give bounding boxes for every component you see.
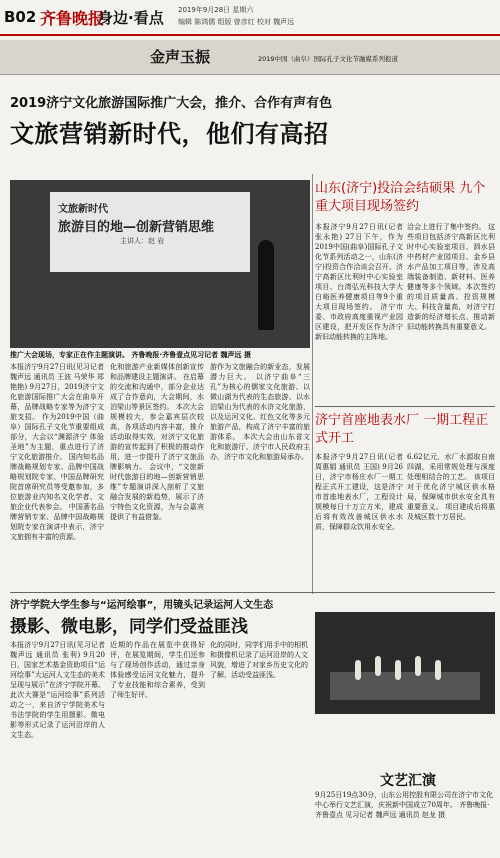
paper-name: 齐鲁晚报 [40, 9, 105, 28]
performer-figure [415, 656, 421, 676]
bottom-column-2: 近期的作品在展览中获得好评，在展览期间，学生们还参与了现场创作活动，通过亲身体验感受运河文化魅力，提升了专业技能和综合素养，受到了师生好评。 [110, 641, 205, 699]
section-name: 身边·看点 [98, 9, 164, 27]
series-banner [0, 40, 500, 75]
main-subhead: 2019济宁文化旅游国际推广大会，推介、合作有声有色 [10, 96, 333, 111]
bottom-kicker: 济宁学院大学生参与“运河绘事”，用镜头记录运河人文生态 [10, 600, 274, 611]
main-column-1: 本报济宁9月27日讯(见习记者 魏声远 通讯员 王波 马荣华 郑艳艳) 9月27日，2019济宁文化旅游国际推广大会在曲阜开幕，品牌战略专家等为济宁文旅支招。 作为2019中国（曲阜）国际孔子文化节重要组成部分，大会以“渊源济宁 体验圣地”为主题，重点进行了济宁文化旅游推介。 国内知名品牌战略规划专家、品牌中国战略规划院专家、中国品牌研究院首席研究员等受邀参加，多位旅游业内知名文化学者、文旅企业代表参会。 中国著名品牌营销专家、品牌中国战略规划院专家在演讲中表示，济宁文旅拥有丰富的资源。 [10, 363, 104, 541]
bottom-divider [10, 592, 495, 593]
right-top-column-2: 洽会上进行了集中签约。 这些项目包括济宁高新区比利时中心实验室项目、泗水县中药材产业园项目、金乡县水产品加工项目等，涉及高端装备制造、新材料、医养健康等多个领域。本次签约的项目质量高、投资规模大、科技含量高，对济宁打造新的经济增长点、推动新旧动能转换具有重要意义。 [407, 223, 495, 331]
performer-figure [395, 660, 401, 680]
performance-photo [315, 612, 495, 714]
page-number: B02 [4, 8, 37, 26]
editor-credits: 编辑 陈鸿儒 组版 曾彦红 校对 魏声远 [178, 18, 295, 26]
photo-screen-subtitle: 旅游目的地—创新营销思维 [58, 220, 215, 235]
speaker-figure [258, 240, 274, 330]
right-top-column-1: 本报济宁9月27日讯(记者 张永艳) 27日下午，作为2019中国(曲阜)国际孔子文化节系列活动之一，山东(济宁)投资合作洽谈会召开。济宁高新区比利时中心实验室项目、台湾弘光科技大学大白峪医养健康项目等9个重大项目现场签约。 济宁市委、市政府高度重视产业园区建设，把开发区作为济宁新旧动能转换的主阵地。 [315, 223, 403, 341]
main-column-2: 化和旅游产业新媒体创新宣传和品牌建设主题演讲。 在启幕的交流和沟通中，部分企业达成了合作意向，大会期间，水泊梁山等景区签约。 本次大会规模较大，参会嘉宾层次较高，各项活动内容丰富，推介活动取得实效，对济宁文化旅游的宣传起到了积极的推动作用，进一步提升了济宁文旅品牌影响力。 会议中，“文旅新时代旅游目的地—创新营销思维”专题演讲深入剖析了文旅融合发展的新趋势，展示了济宁特色文化资源，为与会嘉宾提供了有益借鉴。 [110, 363, 204, 521]
page-header [0, 0, 500, 36]
main-column-3: 游作为文旅融合的新业态，发展潜力巨大。 以济宁曲阜“三孔”为核心的儒家文化旅游、以微山湖为代表的生态旅游、以水泊梁山为代表的水浒文化旅游，以及运河文化、红色文化等多元旅游产品，构成了济宁丰富的旅游体系。 本次大会由山东省文化和旅游厅、济宁市人民政府主办，济宁市文化和旅游局承办。 [210, 363, 310, 461]
bottom-column-1: 本报济宁9月27日讯(见习记者 魏声远 通讯员 张利) 9月20日，国家艺术基金资助项目“运河绘事”大运河人文生态的美术呈现与展示”在济宁学院开幕。 此次大赛是“运河绘事”系列活动之一，来自济宁学院美术与书法学院的学生用摄影、微电影等形式记录了运河沿岸的人文生态。 [10, 641, 105, 739]
main-headline: 文旅营销新时代，他们有高招 [10, 120, 329, 148]
performer-figure [375, 656, 381, 676]
main-photo [10, 180, 310, 348]
performer-figure [435, 660, 441, 680]
performer-figure [355, 660, 361, 680]
performance-caption: 9月25日19点30分，山东公用控股有限公司在济宁市文化中心举行文艺汇演，庆祝新中国成立70周年。 齐鲁晚报·齐鲁壹点 见习记者 魏声远 通讯员 赵龙 摄 [315, 791, 494, 819]
photo-screen-speaker: 主讲人：赵 岩 [120, 237, 165, 245]
right-mid-column-2: 6.62亿元，水厂水源取自南四湖，采用常规处理与深度处理相结合的工艺。 该项目对于优化济宁城区供水格局，保障城市供水安全具有重要意义。 项目建成后将惠及城区数十万居民。 [407, 453, 495, 521]
stage [330, 672, 480, 700]
column-divider [312, 174, 313, 594]
performance-headline: 文艺汇演 [380, 773, 436, 789]
bottom-column-3: 化的同时，同学们用手中的相机和摄像机记录了运河沿岸的人文风貌，增进了对家乡历史文化的了解，活动受益匪浅。 [210, 641, 308, 679]
right-mid-column-1: 本报济宁9月27日讯(记者 周惠娟 通讯员 王国) 9月26日，济宁市杨庄水厂一期工程正式开工建设，这是济宁市首座地表水厂，工程设计规模每日十万立方米，建成后将有效改善城区供水水质，保障群众饮用水安全。 [315, 453, 403, 531]
photo-screen-title: 文旅新时代 [58, 204, 108, 215]
section-divider [315, 406, 495, 407]
banner-subtitle: 2019中国（曲阜）国际孔子文化节融媒系列报道 [258, 55, 399, 63]
main-photo-caption: 推广大会现场，专家正在作主题演讲。 齐鲁晚报·齐鲁壹点见习记者 魏声远 摄 [10, 351, 251, 359]
right-mid-headline: 济宁首座地表水厂 一期工程正式开工 [315, 413, 489, 446]
issue-date: 2019年9月28日 星期六 [178, 6, 254, 14]
banner-title: 金声玉振 [150, 48, 211, 66]
right-top-headline: 山东(济宁)投洽会结硕果 九个重大项目现场签约 [315, 181, 486, 214]
bottom-headline: 摄影、微电影，同学们受益匪浅 [10, 617, 248, 637]
